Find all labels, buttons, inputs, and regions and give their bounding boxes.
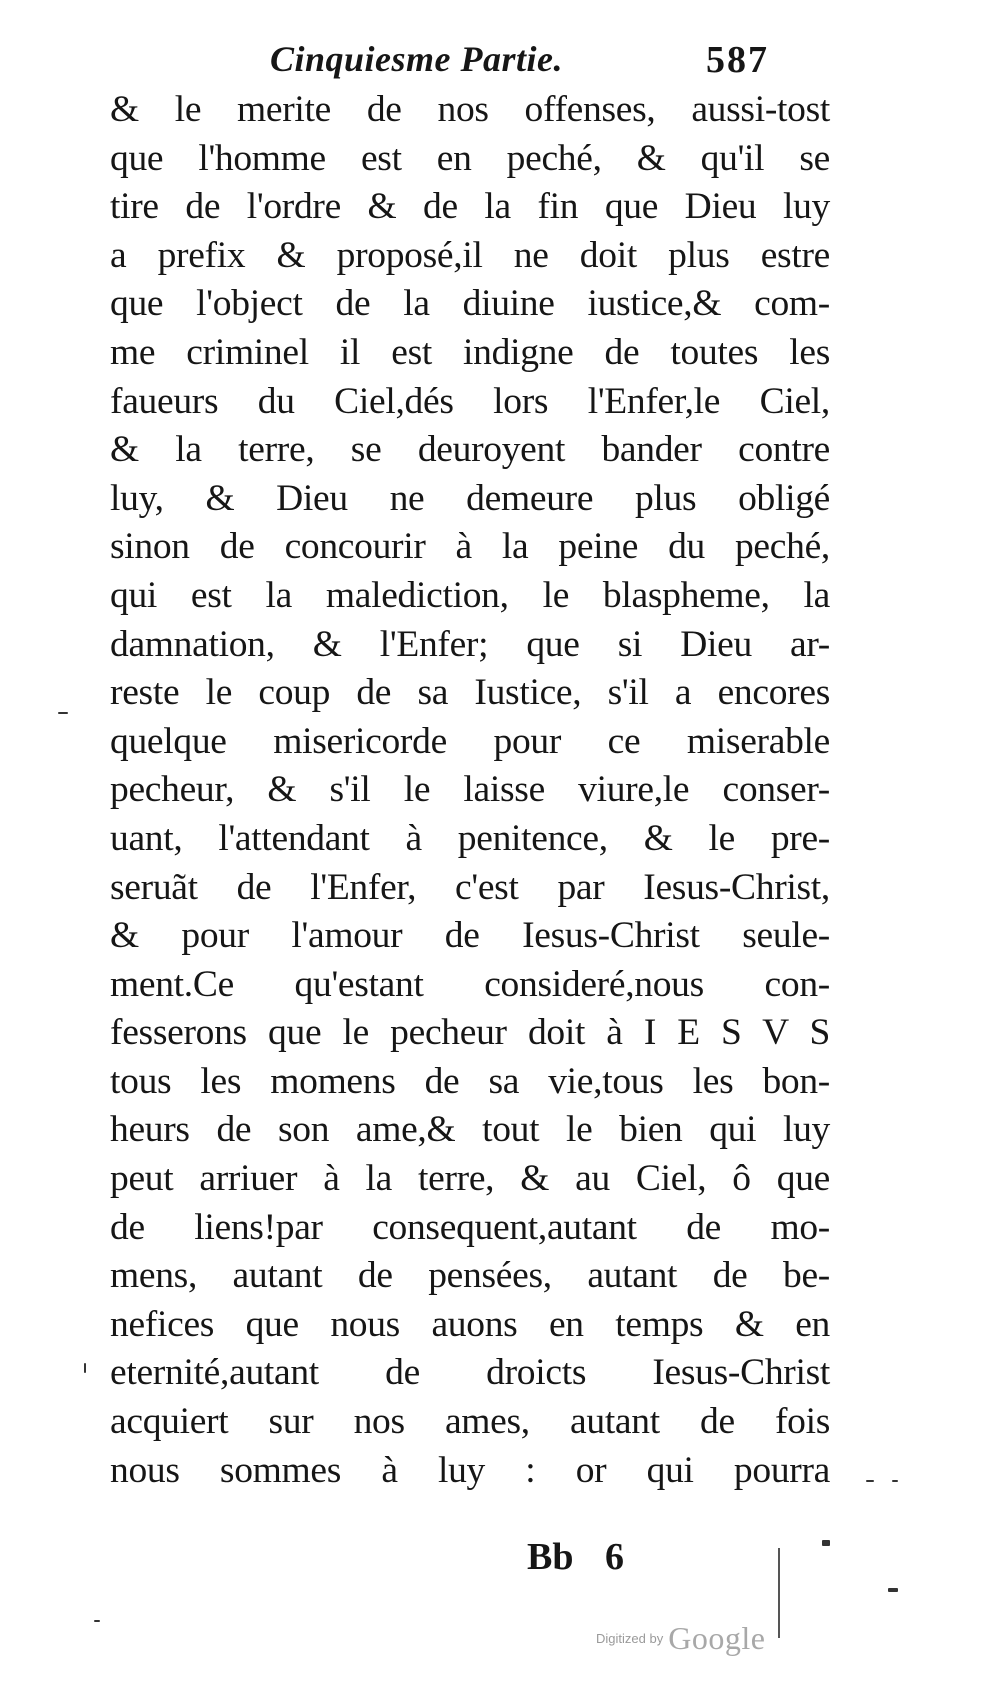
ink-speck [892, 1480, 898, 1482]
text-line: seruãt de l'Enfer, c'est par Iesus-Christ, [110, 866, 830, 908]
text-line: que l'homme est en peché, & qu'il se [110, 137, 830, 179]
ink-speck [866, 1480, 874, 1482]
text-line: fesserons que le pecheur doit à I E S V S [110, 1012, 830, 1054]
text-line: acquiert sur nos ames, autant de fois [110, 1401, 830, 1443]
text-line: sinon de concourir à la peine du peché, [110, 526, 830, 568]
page-number: 587 [706, 39, 769, 81]
text-line: peut arriuer à la terre, & au Ciel, ô que [110, 1158, 830, 1200]
ink-speck [84, 1363, 86, 1373]
text-line: & la terre, se deuroyent bander contre [110, 429, 830, 471]
page-edge-mark [778, 1548, 780, 1638]
text-line: heurs de son ame,& tout le bien qui luy [110, 1109, 830, 1151]
text-line: damnation, & l'Enfer; que si Dieu ar- [110, 623, 830, 665]
text-line: ment.Ce qu'estant consideré,nous con- [110, 963, 830, 1005]
text-line: qui est la malediction, le blaspheme, la [110, 574, 830, 616]
text-line: tous les momens de sa vie,tous les bon- [110, 1060, 830, 1102]
signature-mark: Bb 6 [527, 1536, 624, 1578]
ink-speck [94, 1620, 100, 1622]
ink-speck [58, 712, 68, 714]
text-line: reste le coup de sa Iustice, s'il a encores [110, 672, 830, 714]
watermark-prefix: Digitized by [596, 1631, 664, 1646]
text-line: eternité,autant de droicts Iesus-Christ [110, 1352, 830, 1394]
ink-speck [822, 1540, 830, 1546]
text-line: de liens!par consequent,autant de mo- [110, 1206, 830, 1248]
text-line: & pour l'amour de Iesus-Christ seule- [110, 915, 830, 957]
text-line: que l'object de la diuine iustice,& com- [110, 283, 830, 325]
body-text [110, 86, 830, 1495]
text-line: pecheur, & s'il le laisse viure,le conser- [110, 769, 830, 811]
digitized-watermark [596, 1620, 766, 1657]
text-line: & le merite de nos offenses, aussi-tost [110, 89, 830, 130]
text-line: nefices que nous auons en temps & en [110, 1303, 830, 1345]
ink-speck [888, 1588, 898, 1592]
google-logo: Google [668, 1620, 766, 1656]
text-line: quelque misericorde pour ce miserable [110, 720, 830, 762]
text-line: nous sommes à luy : or qui pourra [110, 1449, 830, 1491]
text-line: a prefix & proposé,il ne doit plus estre [110, 234, 830, 276]
text-line: faueurs du Ciel,dés lors l'Enfer,le Ciel, [110, 380, 830, 422]
text-line: luy, & Dieu ne demeure plus obligé [110, 477, 830, 519]
text-line: mens, autant de pensées, autant de be- [110, 1255, 830, 1297]
text-line: me criminel il est indigne de toutes les [110, 331, 830, 373]
running-title: Cinquiesme Partie. [270, 39, 564, 79]
text-line: tire de l'ordre & de la fin que Dieu luy [110, 186, 830, 228]
text-line: uant, l'attendant à penitence, & le pre- [110, 817, 830, 859]
